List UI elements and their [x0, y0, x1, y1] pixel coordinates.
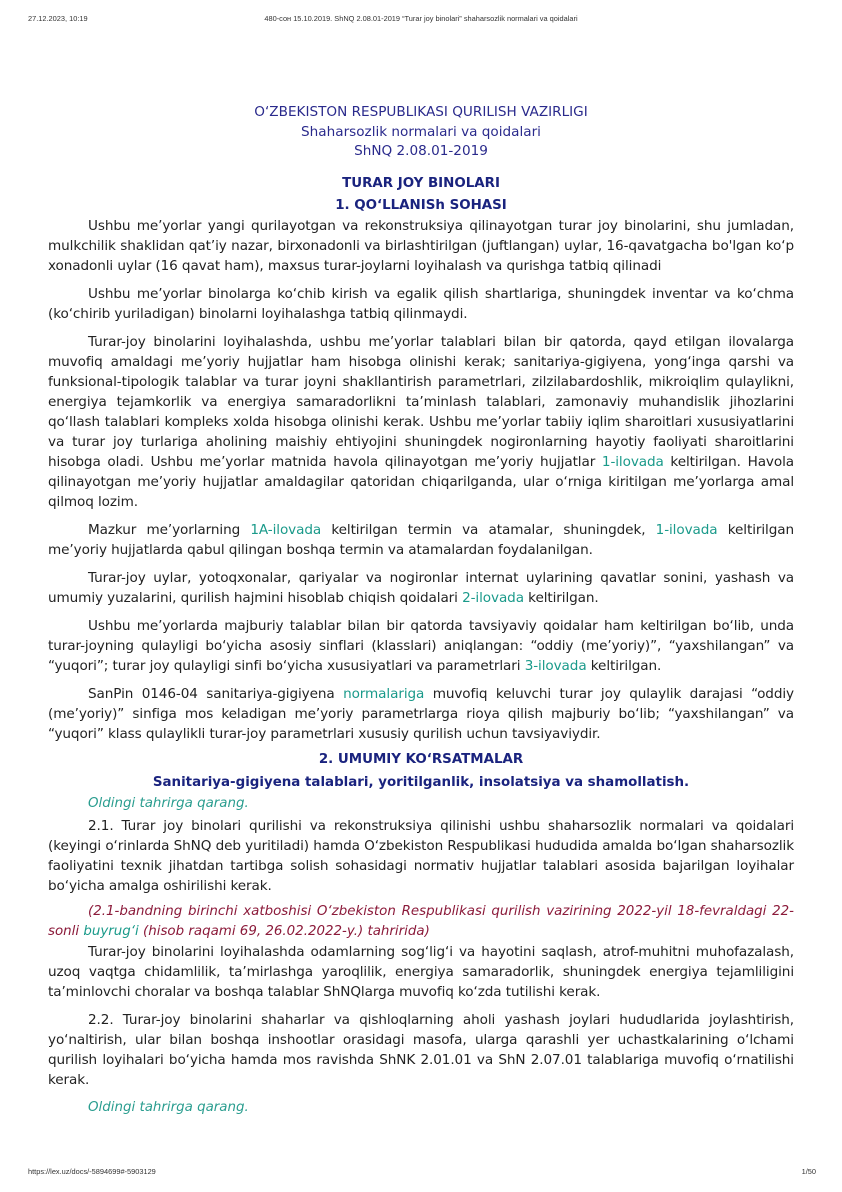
text: muvofiq keluvchi turar joy qulaylik darajasi “oddiy (me’yoriy)” sinfiga mos keladigan me’yoriy parametrlarga rioya qilish majburiy bo‘lib; “yaxshilangan” va “yuqori” klass qulaylikli turar-joy parametrlari xususiy qurilish uchun tavsiyaviydir. — [48, 685, 794, 742]
document-title: TURAR JOY BINOLARI — [342, 175, 500, 191]
print-doc-title: 480-сон 15.10.2019. ShNQ 2.08.01-2019 “Turar joy binolari” shaharsozlik normalari va qoidalari — [264, 14, 578, 23]
text: (hisob raqami 69, 26.02.2022-y.) tahririda) — [138, 923, 430, 939]
paragraph: 2.2. Turar-joy binolarini shaharlar va qishloqlarning aholi yashash joylari hududlarida joylashtirish, yo‘naltirish, ular bilan boshqa inshootlar orasidagi masofa, ularga qarashli yer uchastkalarining o‘lchami qurilish loyihalari bo‘yicha hamda mos ravishda ShNK 2.01.01 va ShN 2.07.01 talablariga muvofiq o‘rnatilishi kerak. — [48, 1011, 794, 1088]
ministry-name: O‘ZBEKISTON RESPUBLIKASI QURILISH VAZIRLIGI — [254, 104, 588, 120]
annex-link[interactable]: 1-ilovada — [655, 521, 718, 538]
page-number: 1/50 — [801, 1167, 816, 1176]
text: keltirilgan. — [586, 657, 662, 674]
norms-name: Shaharsozlik normalari va qoidalari — [301, 123, 541, 140]
text: keltirilgan. — [523, 589, 599, 606]
annex-link[interactable]: 1-ilovada — [601, 453, 664, 470]
ministry-block — [48, 103, 794, 162]
text: Mazkur me’yorlarning — [88, 521, 251, 538]
paragraph — [48, 568, 794, 608]
document-body — [48, 103, 794, 1120]
paragraph: Ushbu me’yorlar binolarga ko‘chib kirish va egalik qilish shartlariga, shuningdek inventar va ko‘chma (ko‘chirib yuriladigan) binolarni loyihalashga tatbiq qilinmaydi. — [48, 285, 794, 322]
text: keltirilgan. Havola qilinayotgan me’yoriy hujjatlar amaldagilar qatoridan chiqarilganda, ular o‘rniga kiritilgan me’yorlarga amal qilmoq lozim. — [48, 453, 794, 510]
text: Turar-joy uylar, yotoqxonalar, qariyalar va nogironlar internat uylarining qavatlar sonini, yashash va umumiy yuzalarini, qurilish hajmini hisoblab chiqish qoidalari — [48, 569, 794, 606]
annex-link[interactable]: 1A-ilovada — [250, 521, 322, 538]
amendment-note — [48, 902, 794, 942]
order-link[interactable]: buyrug‘i — [83, 923, 139, 939]
section2-heading: 2. UMUMIY KO‘RSATMALAR — [318, 751, 524, 767]
paragraph — [48, 684, 794, 744]
print-datetime: 27.12.2023, 10:19 — [28, 14, 88, 23]
text: Turar-joy binolarini loyihalashda, ushbu me’yorlar talablari bilan bir qatorda, qayd etilgan ilovalarga muvofiq amaldagi me’yoriy hujjatlar ham hisobga olinishi kerak; sanitariya-gigiyena, yong‘inga qarshi va funksional-tipologik talablar va turar joyni shakllantirish parametrlari, zilzilabardoshlik, mikroiqlim qulaylikni, energiya tejamkorlik va energiya samaradorlikni ta’minlash talablari, zamonaviy muhandislik jihozlarini qo‘llash talablari kompleks xolda hisobga olinishi kerak. Ushbu me’yorlar tabiiy iqlim sharoitlari xususiyatlarini va turar joy turlariga aholining maishiy ehtiyojini shuningdek nogironlarning hayotiy faoliyati sharoitlarini hisobga oladi. Ushbu me’yorlar matnida havola qilinayotgan me’yoriy hujjatlar — [48, 333, 794, 470]
paragraph: Ushbu me’yorlar yangi qurilayotgan va rekonstruksiya qilinayotgan turar joy binolarini, shu jumladan, mulkchilik shaklidan qat’iy nazar, birxonadonli va birlashtirilgan (juftlangan) uylar, 16-qavatgacha bo'lgan ko‘p xonadonli uylar (16 qavat ham), maxsus turar-joylarni loyihalash va qurishga tatbiq qilinadi — [48, 217, 794, 274]
text: SanPin 0146-04 sanitariya-gigiyena — [88, 685, 344, 702]
norms-link[interactable]: normalariga — [343, 685, 425, 702]
paragraph — [48, 520, 794, 560]
norm-code: ShNQ 2.08.01-2019 — [354, 143, 488, 159]
paragraph — [48, 616, 794, 676]
annex-link[interactable]: 2-ilovada — [462, 589, 524, 606]
annex-link[interactable]: 3-ilovada — [524, 657, 587, 674]
text: keltirilgan termin va atamalar, shuningdek, — [321, 521, 656, 538]
section2-subheading: Sanitariya-gigiyena talablari, yoritilganlik, insolatsiya va shamollatish. — [152, 774, 690, 790]
section1-heading: 1. QO‘LLANISh SOHASI — [335, 197, 507, 213]
paragraph — [48, 332, 794, 512]
print-url: https://lex.uz/docs/-5894699#-5903129 — [28, 1167, 156, 1176]
previous-edition-link[interactable]: Oldingi tahrirga qarang. — [88, 795, 249, 811]
text: keltirilgan me’yoriy hujjatlarda qabul qilingan boshqa termin va atamalardan foydalanilgan. — [48, 521, 794, 558]
paragraph: Turar-joy binolarini loyihalashda odamlarning sog‘lig‘i va hayotini saqlash, atrof-muhitni muhofazalash, uzoq vaqtga chidamlilik, ta’mirlashga yaroqlilik, energiya samaradorlik, shuningdek energiya tejamliligini ta’minlovchi choralar va boshqa talablar ShNQlarga muvofiq ko‘zda tutilishi kerak. — [48, 943, 794, 1000]
text: (2.1-bandning birinchi xatboshisi O‘zbekiston Respublikasi qurilish vazirining 2022-yil 18-fevraldagi 22-sonli — [48, 903, 794, 939]
text: Ushbu me’yorlarda majburiy talablar bilan bir qatorda tavsiyaviy qoidalar ham keltirilgan bo‘lib, unda turar-joyning qulayligi bo‘yicha asosiy sinflari (klasslari) aniqlangan: “oddiy (me’yoriy)”, “yaxshilangan” va “yuqori”; turar joy qulayligi sinfi bo‘yicha xususiyatlari va parametrlari — [48, 617, 794, 674]
previous-edition-link[interactable]: Oldingi tahrirga qarang. — [88, 1099, 249, 1115]
paragraph: 2.1. Turar joy binolari qurilishi va rekonstruksiya qilinishi ushbu shaharsozlik normalari va qoidalari (keyingi o‘rinlarda ShNQ deb yuritiladi) hamda O‘zbekiston Respublikasi hududida amalda bo‘lgan shaharsozlik faoliyatini texnik jihatdan tartibga solish sohasidagi normativ hujjatlar talablari asosida bajarilgan loyihalar bo‘yicha amalga oshirilishi kerak. — [48, 817, 794, 894]
